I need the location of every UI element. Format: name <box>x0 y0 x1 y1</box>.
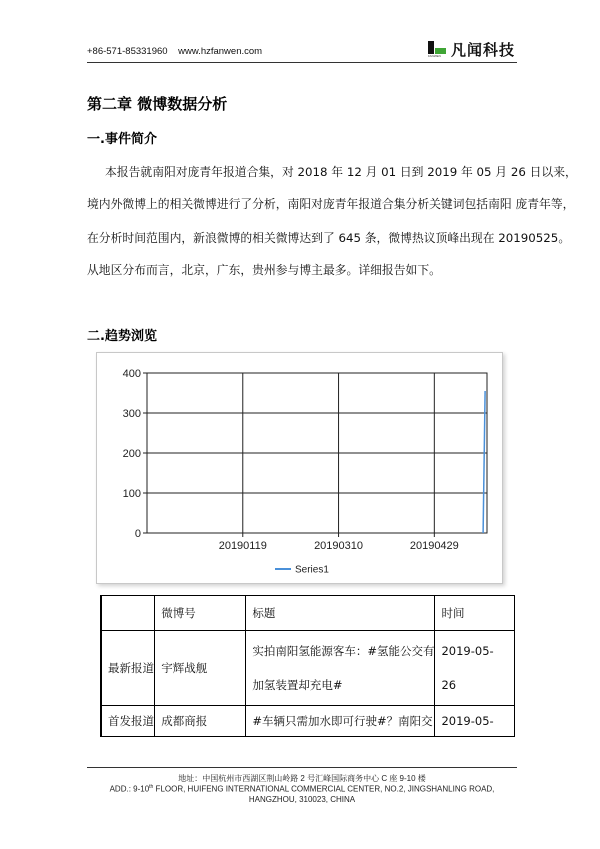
chapter-title: 第二章 微博数据分析 <box>87 95 228 113</box>
logo-mark-icon <box>428 41 448 58</box>
paragraph-line: 本报告就南阳对庞青年报道合集，对 2018 年 12 月 01 日到 2019 年 05 月 26 日以来， <box>105 165 577 179</box>
title-line: 加氢装置却充电# <box>252 678 343 692</box>
y-tick-label: 100 <box>122 488 141 500</box>
footer-address-en <box>87 784 517 794</box>
paragraph-line: 在分析时间范围内，新浪微博的相关微博达到了 645 条，微博热议顶峰出现在 20190525。 <box>87 231 571 245</box>
section-title-event-summary: 一.事件简介 <box>87 132 157 147</box>
row-type-cell: 首发报道 <box>101 706 155 737</box>
paragraph-line: 境内外微博上的相关微博进行了分析，南阳对庞青年报道合集分析关键词包括南阳 庞青年等， <box>87 197 575 211</box>
trend-chart <box>96 352 503 584</box>
trend-chart-svg <box>97 353 502 583</box>
y-tick-label: 400 <box>122 368 141 380</box>
row-account-cell[interactable]: 成都商报 <box>155 706 246 737</box>
row-time-cell <box>435 631 515 706</box>
y-tick-label: 200 <box>122 448 141 460</box>
row-title-cell[interactable] <box>246 631 435 706</box>
x-tick-label: 20190310 <box>314 540 364 552</box>
y-tick-label: 300 <box>122 408 141 420</box>
report-table <box>100 595 515 737</box>
paragraph-line: 从地区分布而言，北京，广东，贵州参与博主最多。详细报告如下。 <box>87 263 441 277</box>
table-header-cell <box>101 596 155 631</box>
section-title-trend: 二.趋势浏览 <box>87 329 157 344</box>
row-time-cell: 2019-05- <box>435 706 515 737</box>
table-header-cell: 标题 <box>246 596 435 631</box>
legend-label: Series1 <box>295 564 329 576</box>
x-tick-label: 20190429 <box>409 540 459 552</box>
table-header-cell: 微博号 <box>155 596 246 631</box>
row-title-cell[interactable] <box>246 706 435 737</box>
row-type-cell: 最新报道 <box>101 631 155 706</box>
table-header-row <box>101 596 515 631</box>
table-header-cell: 时间 <box>435 596 515 631</box>
y-tick-label: 0 <box>134 528 141 540</box>
footer-address-en-sup: th <box>149 784 154 790</box>
header-divider <box>87 62 517 63</box>
time-line: 2019-05- <box>441 644 494 658</box>
header-contact <box>87 46 262 57</box>
title-line: 实拍南阳氢能源客车：#氢能公交有 <box>252 644 435 658</box>
table-row <box>101 706 515 737</box>
logo-sub-text: FANWEN <box>428 53 441 58</box>
website-link[interactable]: www.hzfanwen.com <box>178 46 263 57</box>
company-logo <box>428 38 515 60</box>
footer-address-en-line2: HANGZHOU, 310023, CHINA <box>248 795 356 804</box>
row-account-cell[interactable]: 宇辉战舰 <box>155 631 246 706</box>
title-line: #车辆只需加水即可行驶#？南阳交 <box>252 714 433 728</box>
series-line <box>483 391 485 533</box>
time-line: 26 <box>441 678 457 692</box>
table-row <box>101 631 515 706</box>
logo-text: 凡闻科技 <box>451 40 516 59</box>
footer-address-en-prefix: ADD.: 9-10 <box>109 784 150 794</box>
x-tick-label: 20190119 <box>218 540 267 552</box>
footer-divider <box>87 767 517 768</box>
footer-address-en-suffix: FLOOR, HUIFENG INTERNATIONAL COMMERCIAL CENTER, NO.2, JINGSHANLING ROAD, <box>153 784 495 794</box>
phone-number: +86-571-85331960 <box>87 46 168 57</box>
footer-address-cn: 地址：中国杭州市西湖区荆山岭路 2 号汇峰国际商务中心 C 座 9-10 楼 <box>178 774 426 783</box>
